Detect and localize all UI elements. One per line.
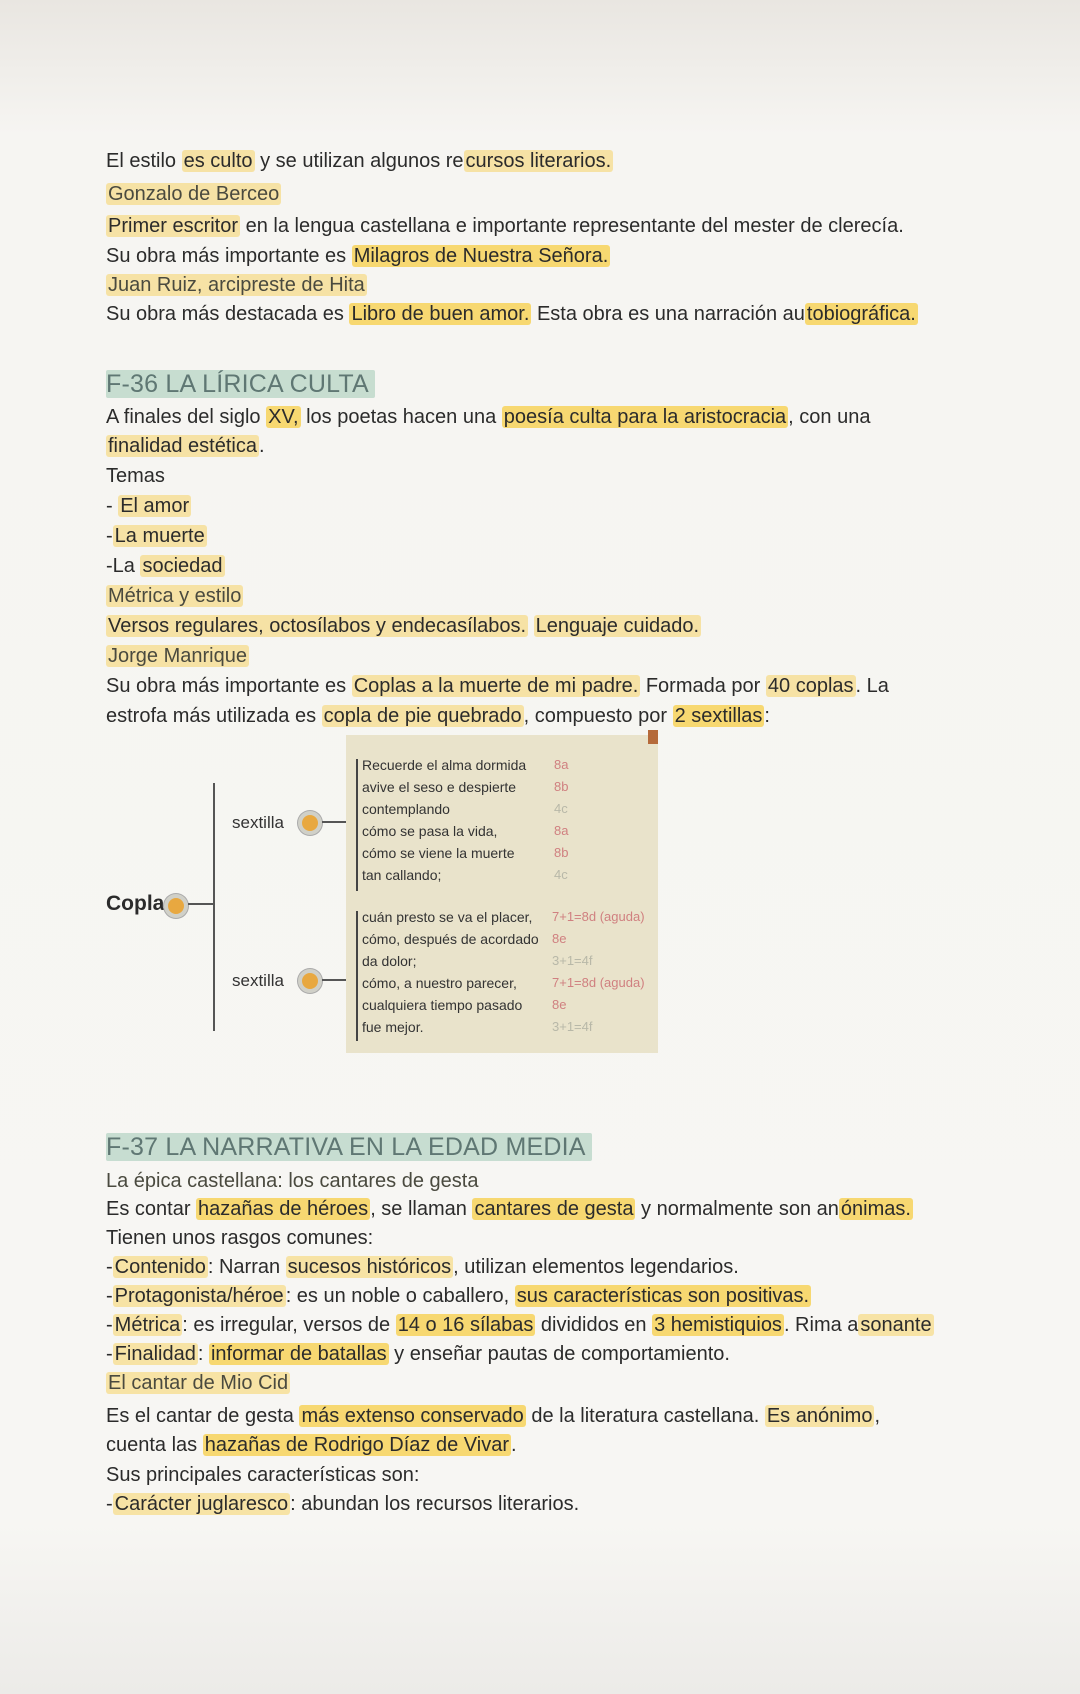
tab-marker (648, 730, 658, 744)
finalidad-line: - Finalidad : informar de batallas y enseñar pautas de comportamiento. (106, 1343, 730, 1365)
manrique-title: Jorge Manrique (108, 645, 247, 667)
intro-line-1: El estilo es culto y se utilizan algunos re cursos literarios. (106, 150, 612, 172)
verse-meter: 8a (554, 757, 569, 772)
metrica-title: Métrica y estilo (108, 585, 242, 607)
verse-meter: 7+1=8d (aguda) (552, 975, 645, 990)
cid-line-3: Sus principales características son: (106, 1464, 420, 1486)
temas-title: Temas (106, 465, 165, 487)
verse-line: avive el seso e despierte (362, 779, 517, 795)
protagonista-line: - Protagonista/héroe : es un noble o caballero, sus características son positivas. (106, 1285, 810, 1307)
verse-meter: 8b (554, 779, 569, 794)
verse-meter: 8b (554, 845, 569, 860)
coplas-line: Su obra más importante es Coplas a la muerte de mi padre. Formada por 40 coplas . La (106, 675, 889, 697)
verse-line: cuán presto se va el placer, (362, 909, 533, 925)
sextilla-node-icon-1 (298, 811, 322, 835)
epica-line-2: Tienen unos rasgos comunes: (106, 1227, 374, 1249)
verse-meter: 4c (554, 867, 568, 882)
ruiz-title: Juan Ruiz, arcipreste de Hita (108, 274, 365, 296)
libro-line: Su obra más destacada es Libro de buen amor. Esta obra es una narración au tobiográfica. (106, 303, 916, 325)
f36-p1: A finales del siglo XV, los poetas hacen una poesía culta para la aristocracia , con una (106, 406, 871, 428)
verse-box (346, 735, 658, 1053)
verse-meter: 3+1=4f (552, 1019, 593, 1034)
metrica-line: - Métrica : es irregular, versos de 14 o 16 sílabas divididos en 3 hemistiquios . Rima a sonante (106, 1314, 932, 1336)
verse-line: contemplando (362, 801, 450, 817)
berceo-title: Gonzalo de Berceo (108, 183, 280, 205)
cid-title: El cantar de Mio Cid (108, 1372, 289, 1394)
cid-line-2: cuenta las hazañas de Rodrigo Díaz de Vivar . (106, 1434, 517, 1456)
f37-heading: F-37 LA NARRATIVA EN LA EDAD MEDIA (106, 1133, 592, 1162)
epica-line-1: Es contar hazañas de héroes , se llaman cantares de gesta y normalmente son an ónimas. (106, 1198, 911, 1220)
verse-line: cómo se pasa la vida, (362, 823, 498, 839)
cid-line-1: Es el cantar de gesta más extenso conservado de la literatura castellana. Es anónimo , (106, 1405, 881, 1427)
epica-title: La épica castellana: los cantares de gesta (106, 1170, 479, 1192)
sextilla-label-2: sextilla (232, 971, 284, 990)
versos-line: Versos regulares, octosílabos y endecasílabos. Lenguaje cuidado. (108, 615, 700, 637)
f36-p2: finalidad estética . (108, 435, 265, 457)
sextilla-label-1: sextilla (232, 813, 284, 832)
sextilla-connector-2 (322, 979, 346, 981)
tema-muerte: - La muerte (106, 525, 205, 547)
tema-sociedad: -La sociedad (106, 555, 223, 577)
verse-line: fue mejor. (362, 1019, 424, 1035)
verse-meter: 8a (554, 823, 569, 838)
copla-connector (188, 903, 214, 905)
f36-heading: F-36 LA LÍRICA CULTA (106, 370, 375, 399)
verse-line: da dolor; (362, 953, 417, 969)
estrofa-line: estrofa más utilizada es copla de pie quebrado , compuesto por 2 sextillas : (106, 705, 770, 727)
sextilla-node-icon-2 (298, 969, 322, 993)
verse-line: tan callando; (362, 867, 442, 883)
tema-amor: - El amor (106, 495, 190, 517)
verse-meter: 8e (552, 997, 567, 1012)
sextilla-connector-1 (322, 821, 346, 823)
verse-line: Recuerde el alma dormida (362, 757, 527, 773)
verse-line: cómo, a nuestro parecer, (362, 975, 517, 991)
verse-line: cómo, después de acordado (362, 931, 539, 947)
milagros-line: Su obra más importante es Milagros de Nuestra Señora. (106, 245, 609, 267)
copla-node-icon (164, 894, 188, 918)
verse-meter: 8e (552, 931, 567, 946)
verse-meter: 7+1=8d (aguda) (552, 909, 645, 924)
bracket-line (213, 783, 215, 1031)
verse-line: cualquiera tiempo pasado (362, 997, 523, 1013)
verse-meter: 4c (554, 801, 568, 816)
verse-meter: 3+1=4f (552, 953, 593, 968)
sextilla-rule-2 (356, 911, 358, 1041)
contenido-line: - Contenido : Narran sucesos históricos , utilizan elementos legendarios. (106, 1256, 739, 1278)
berceo-line: Primer escritor en la lengua castellana e importante representante del mester de clerecía. (108, 215, 904, 237)
copla-label: Copla (106, 892, 165, 915)
sextilla-rule-1 (356, 759, 358, 891)
cid-line-4: - Carácter juglaresco : abundan los recursos literarios. (106, 1493, 580, 1515)
verse-line: cómo se viene la muerte (362, 845, 515, 861)
